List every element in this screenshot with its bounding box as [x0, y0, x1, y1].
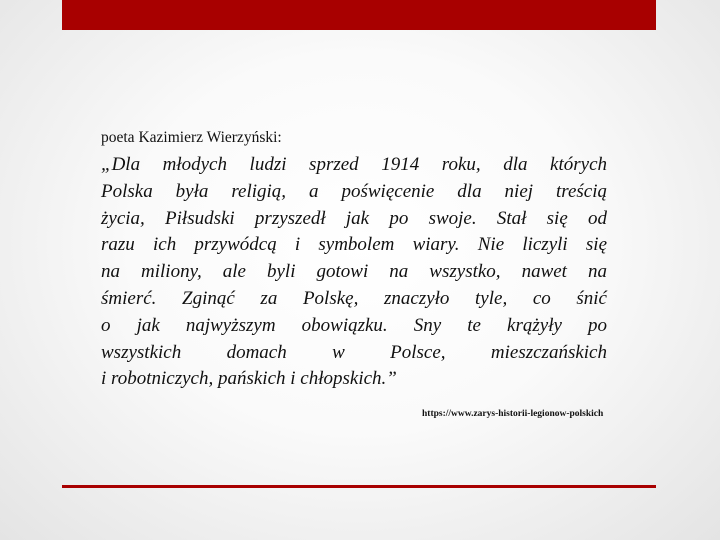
- quote-line: „Dla młodych ludzi sprzed 1914 roku, dla których: [101, 154, 607, 175]
- quote-block: [101, 128, 607, 393]
- top-accent-bar: [62, 0, 656, 30]
- quote-text: [101, 152, 607, 393]
- quote-line: i robotniczych, pańskich i chłopskich.”: [101, 368, 397, 390]
- bottom-divider: [62, 485, 656, 488]
- quote-line: razu ich przywódcą i symbolem wiary. Nie liczyli się: [101, 234, 607, 256]
- quote-line: na miliony, ale byli gotowi na wszystko, nawet na: [101, 261, 607, 283]
- quote-line: życia, Piłsudski przyszedł jak po swoje. Stał się od: [101, 207, 607, 229]
- quote-line: wszystkich domach w Polsce, mieszczańskich: [101, 341, 607, 363]
- quote-line: śmierć. Zginąć za Polskę, znaczyło tyle, co śnić: [101, 287, 607, 309]
- source-link[interactable]: https://www.zarys-historii-legionow-polskich: [422, 409, 604, 419]
- quote-line: Polska była religią, a poświęcenie dla niej treścią: [101, 180, 607, 202]
- author-label: poeta Kazimierz Wierzyński:: [101, 129, 282, 146]
- quote-line: o jak najwyższym obowiązku. Sny te krążyły po: [101, 314, 607, 336]
